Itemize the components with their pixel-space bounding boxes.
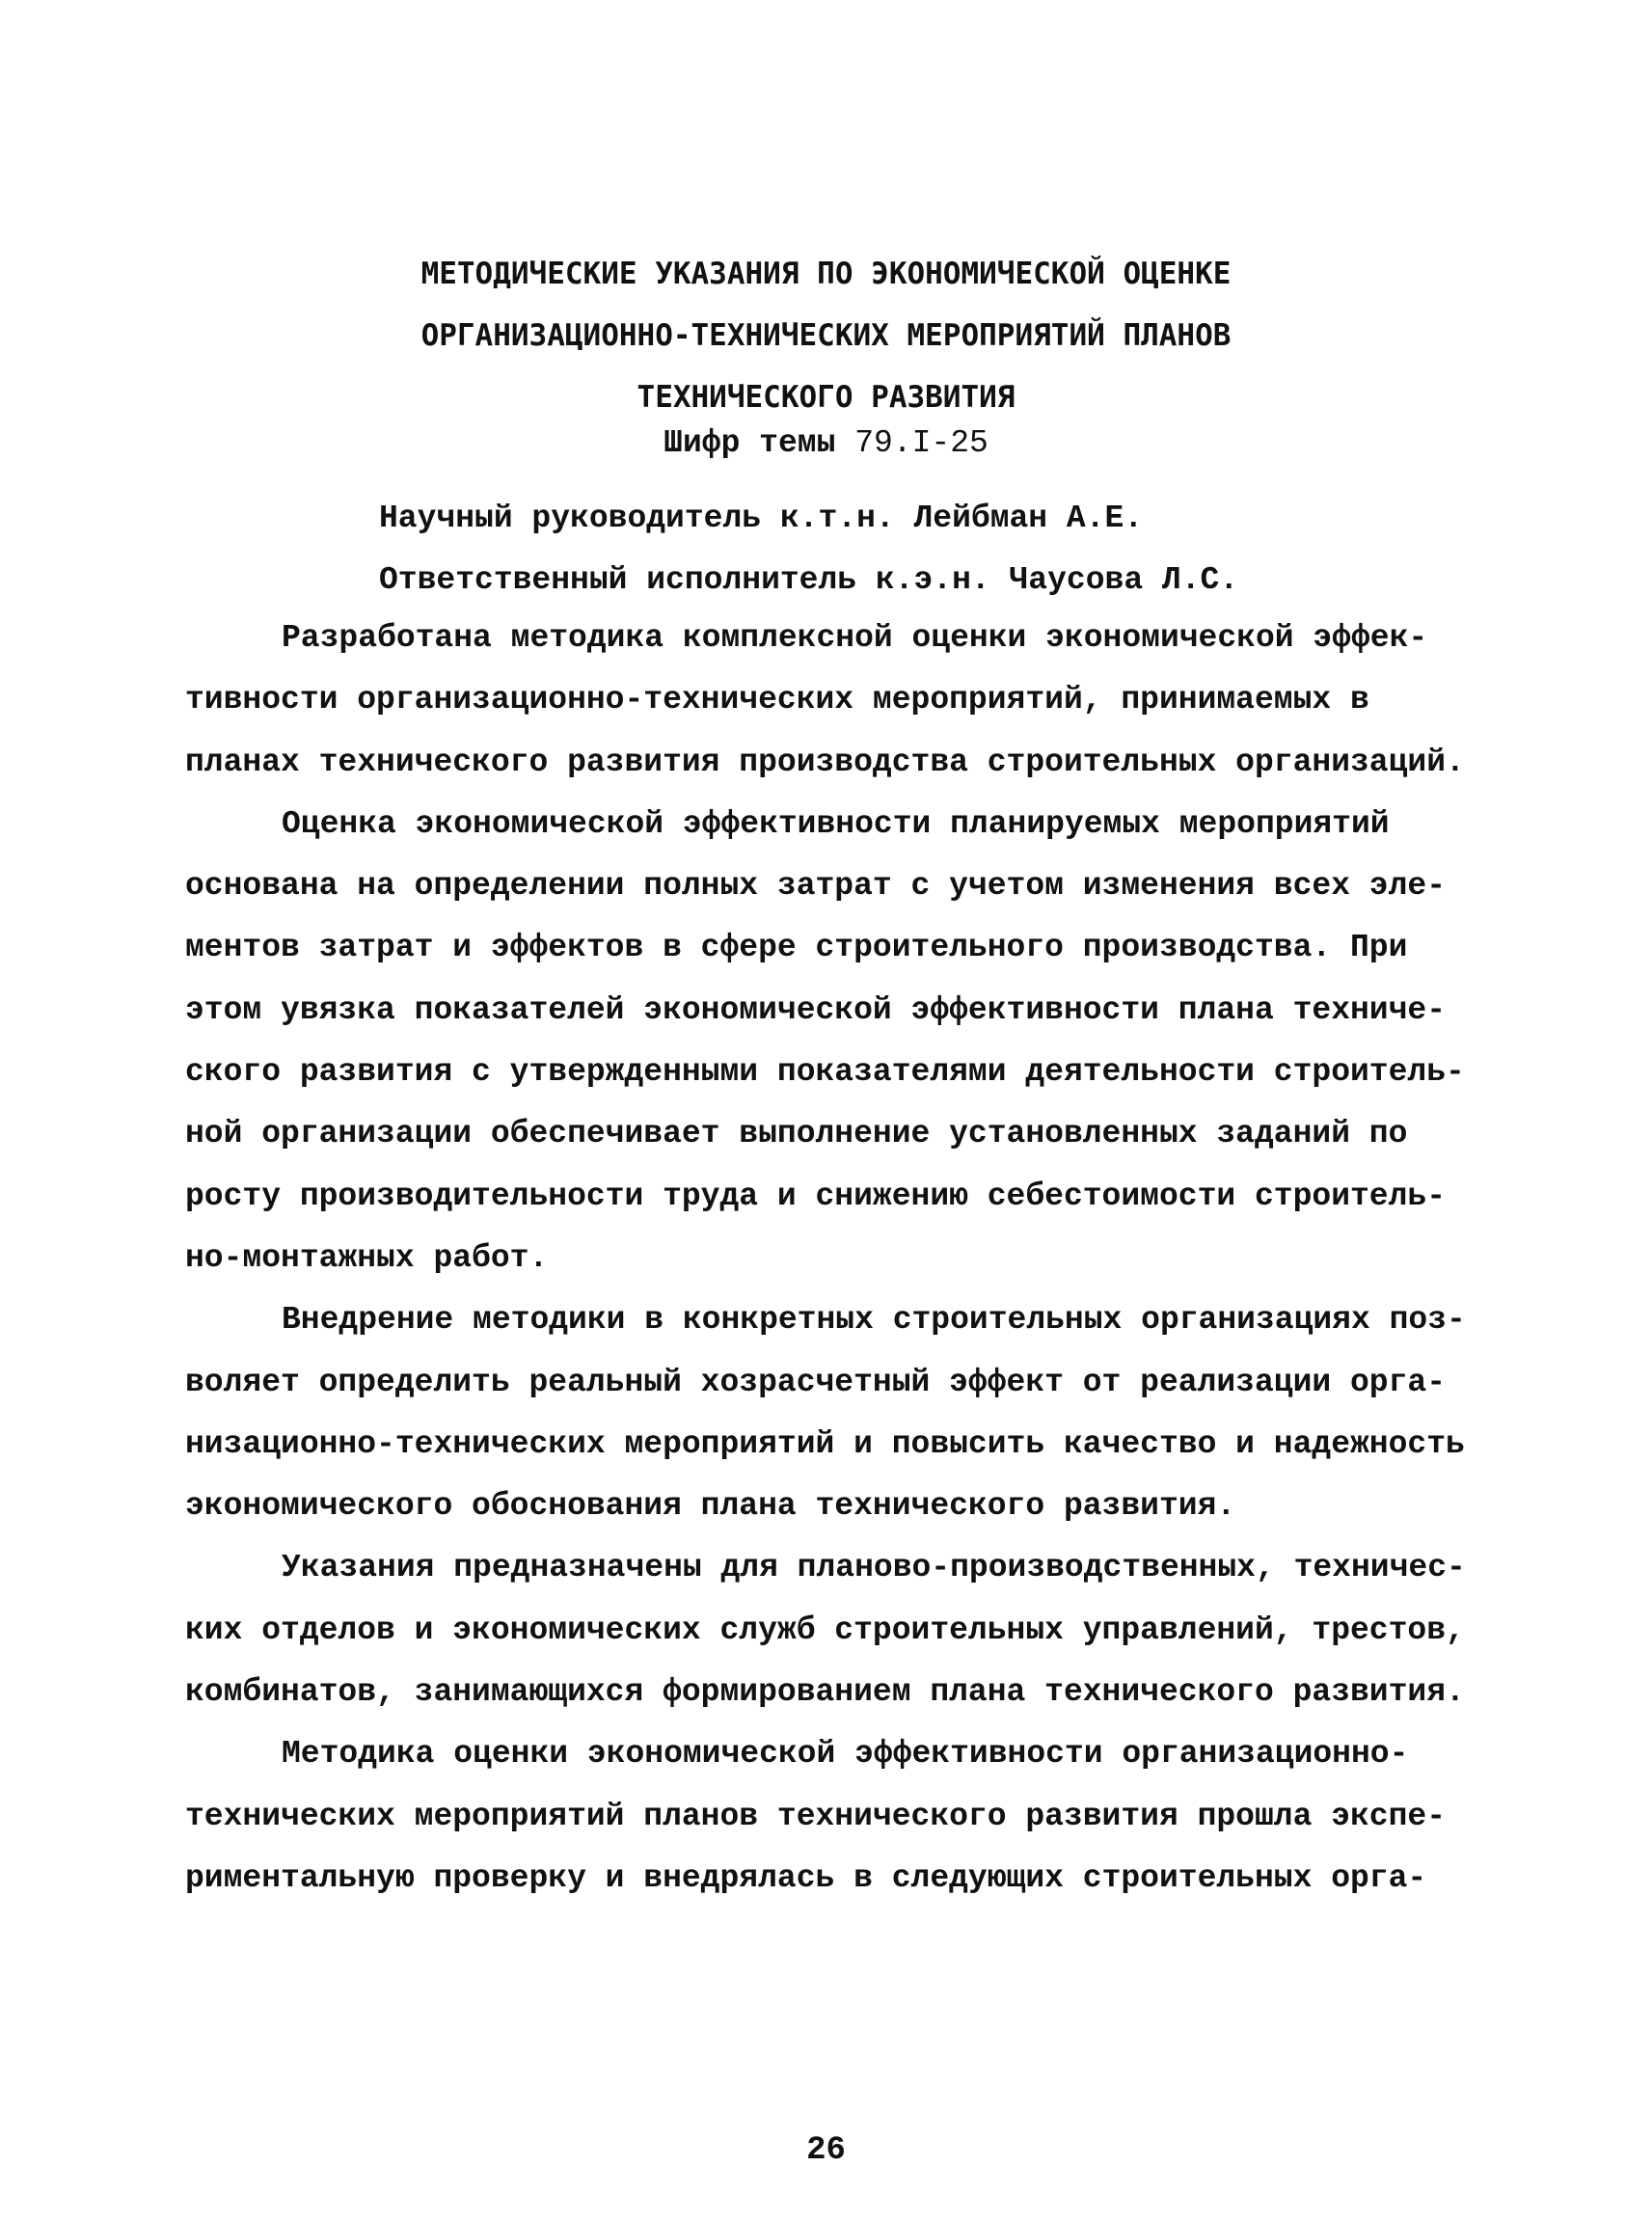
paragraph-line: ной организации обеспечивает выполнение установленных заданий по bbox=[185, 1116, 1408, 1152]
scientific-supervisor: Научный руководитель к.т.н. Лейбман А.Е. bbox=[379, 501, 1144, 536]
document-title bbox=[0, 243, 1652, 428]
cipher-label: Шифр темы bbox=[664, 425, 836, 461]
paragraph-5 bbox=[185, 1723, 1497, 1910]
responsible-executor: Ответственный исполнитель к.э.н. Чаусова Л.С. bbox=[379, 562, 1239, 598]
paragraph-4 bbox=[185, 1537, 1497, 1723]
paragraph-line: росту производительности труда и снижению себестоимости строитель- bbox=[185, 1178, 1447, 1214]
paragraph-line: ментов затрат и эффектов в сфере строительного производства. При bbox=[185, 930, 1408, 966]
topic-cipher bbox=[0, 415, 1652, 473]
paragraph-line: но-монтажных работ. bbox=[185, 1239, 549, 1276]
paragraph-line: низационно-технических мероприятий и повысить качество и надежность bbox=[185, 1425, 1465, 1462]
paragraph-2 bbox=[185, 794, 1497, 1289]
paragraph-line: ких отделов и экономических служб строительных управлений, трестов, bbox=[185, 1612, 1465, 1648]
paragraph-3 bbox=[185, 1289, 1497, 1537]
paragraph-line: риментальную проверку и внедрялась в следующих строительных орга- bbox=[185, 1859, 1427, 1896]
page-number: 26 bbox=[806, 2132, 846, 2169]
paragraph-line: технических мероприятий планов технического развития прошла экспе- bbox=[185, 1798, 1447, 1834]
paragraph-1 bbox=[185, 608, 1497, 794]
paragraph-line: комбинатов, занимающихся формированием плана технического развития. bbox=[185, 1674, 1465, 1711]
title-line: МЕТОДИЧЕСКИЕ УКАЗАНИЯ ПО ЭКОНОМИЧЕСКОЙ ОЦЕНКЕ bbox=[420, 257, 1232, 291]
document-body bbox=[185, 608, 1497, 1910]
paragraph-line: планах технического развития производства строительных организаций. bbox=[185, 744, 1465, 780]
title-line: ТЕХНИЧЕСКОГО РАЗВИТИЯ bbox=[636, 380, 1016, 415]
paragraph-line: Оценка экономической эффективности планируемых мероприятий bbox=[282, 805, 1390, 842]
title-line: ОРГАНИЗАЦИОННО-ТЕХНИЧЕСКИХ МЕРОПРИЯТИЙ ПЛАНОВ bbox=[420, 318, 1232, 353]
paragraph-line: основана на определении полных затрат с учетом изменения всех эле- bbox=[185, 868, 1447, 905]
paragraph-line: Внедрение методики в конкретных строительных организациях поз- bbox=[282, 1302, 1466, 1339]
paragraph-line: экономического обоснования плана технического развития. bbox=[185, 1488, 1236, 1525]
paragraph-line: Методика оценки экономической эффективности организационно- bbox=[282, 1736, 1409, 1773]
paragraph-line: Указания предназначены для планово-производственных, техничес- bbox=[282, 1550, 1466, 1586]
authors-block bbox=[379, 488, 1238, 611]
paragraph-line: этом увязка показателей экономической эффективности плана техниче- bbox=[185, 991, 1447, 1028]
paragraph-line: воляет определить реальный хозрасчетный эффект от реализации орга- bbox=[185, 1364, 1447, 1400]
paragraph-line: Разработана методика комплексной оценки экономической эффек- bbox=[282, 620, 1428, 656]
paragraph-line: ского развития с утвержденными показателями деятельности строитель- bbox=[185, 1054, 1465, 1091]
cipher-value: 79.I-25 bbox=[854, 425, 988, 461]
paragraph-line: тивности организационно-технических мероприятий, принимаемых в bbox=[185, 682, 1369, 718]
